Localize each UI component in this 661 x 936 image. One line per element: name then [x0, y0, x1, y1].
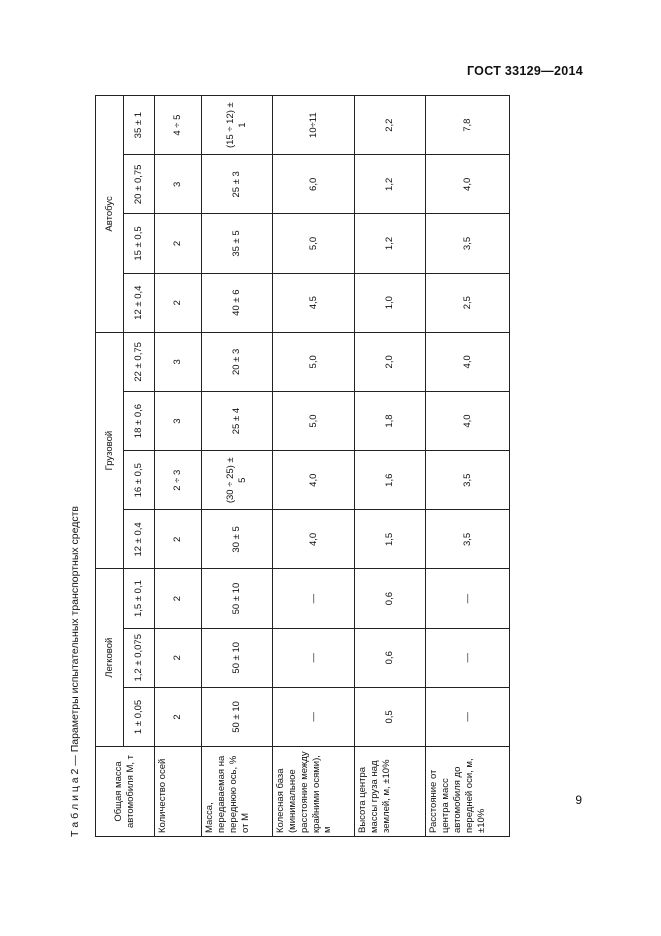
table-cell: 1,2: [355, 155, 426, 214]
table-cell: 2: [155, 273, 202, 332]
mass-subheader: 35 ± 1: [124, 96, 155, 155]
table-cell: —: [272, 628, 355, 687]
table-cell: 1,5: [355, 510, 426, 569]
table-cell: 25 ± 3: [202, 155, 273, 214]
row-label: Количество осей: [155, 747, 202, 837]
table-cell: 5,0: [272, 332, 355, 391]
table-cell: 4,0: [426, 391, 510, 450]
table-cell: 2,0: [355, 332, 426, 391]
table-cell: 25 ± 4: [202, 391, 273, 450]
table-caption: Т а б л и ц а 2 — Параметры испытательных транспортных средств: [69, 506, 81, 837]
row-label: Колесная база (минимальное расстояние между крайними осями), м: [272, 747, 355, 837]
mass-subheader: 1,2 ± 0,075: [124, 628, 155, 687]
table-cell: 4,0: [272, 451, 355, 510]
table-row: [155, 96, 202, 837]
table-cell: 0,5: [355, 687, 426, 746]
table-cell: 2: [155, 628, 202, 687]
table-cell: 3,5: [426, 214, 510, 273]
corner-header: Общая масса автомобиля M, т: [96, 747, 155, 837]
table-cell: 6,0: [272, 155, 355, 214]
table-cell: 1,2: [355, 214, 426, 273]
table-cell: —: [272, 569, 355, 628]
table-cell: 30 ± 5: [202, 510, 273, 569]
table-cell: 2 ÷ 3: [155, 451, 202, 510]
table-cell: 2,5: [426, 273, 510, 332]
table-cell: 5,0: [272, 214, 355, 273]
table-cell: 10÷11: [272, 96, 355, 155]
table-cell: 4,0: [426, 155, 510, 214]
row-label: Высота центра массы груза над землей, м, ±10%: [355, 747, 426, 837]
table-cell: —: [272, 687, 355, 746]
table-cell: 7,8: [426, 96, 510, 155]
table-cell: 2: [155, 510, 202, 569]
table-cell: 20 ± 3: [202, 332, 273, 391]
mass-subheader: 20 ± 0,75: [124, 155, 155, 214]
rotated-table-block: [69, 96, 510, 837]
table-cell: 1,8: [355, 391, 426, 450]
table-row: [202, 96, 273, 837]
mass-subheader: 1,5 ± 0,1: [124, 569, 155, 628]
category-bus: Автобус: [96, 96, 124, 333]
table-cell: 2: [155, 214, 202, 273]
table-cell: 50 ± 10: [202, 569, 273, 628]
table-cell: —: [426, 569, 510, 628]
table-cell: 3: [155, 391, 202, 450]
document-header: ГОСТ 33129—2014: [466, 64, 583, 78]
table-cell: 1,6: [355, 451, 426, 510]
table-cell: 2,2: [355, 96, 426, 155]
page-number: 9: [575, 793, 582, 807]
category-truck: Грузовой: [96, 332, 124, 569]
table-row: [355, 96, 426, 837]
category-passenger: Легковой: [96, 569, 124, 747]
row-label: Масса, передаваемая на переднюю ось, % от M: [202, 747, 273, 837]
table-cell: (15 ÷ 12) ± 1: [202, 96, 273, 155]
table-cell: 5,0: [272, 391, 355, 450]
table-cell: 2: [155, 687, 202, 746]
mass-subheader: 16 ± 0,5: [124, 451, 155, 510]
table-cell: 0,6: [355, 628, 426, 687]
table-row: [426, 96, 510, 837]
parameters-table: [95, 95, 510, 837]
table-cell: —: [426, 628, 510, 687]
table-cell: 4,0: [272, 510, 355, 569]
table-cell: 0,6: [355, 569, 426, 628]
table-cell: (30 ÷ 25) ± 5: [202, 451, 273, 510]
mass-subheader: 15 ± 0,5: [124, 214, 155, 273]
row-label: Расстояние от центра масс автомобиля до передней оси, м, ±10%: [426, 747, 510, 837]
table-cell: 40 ± 6: [202, 273, 273, 332]
table-cell: 2: [155, 569, 202, 628]
table-cell: 1,0: [355, 273, 426, 332]
table-cell: 4 ÷ 5: [155, 96, 202, 155]
table-cell: 3: [155, 332, 202, 391]
table-cell: 50 ± 10: [202, 628, 273, 687]
table-row: [272, 96, 355, 837]
mass-subheader: 1 ± 0,05: [124, 687, 155, 746]
mass-subheader: 12 ± 0,4: [124, 273, 155, 332]
table-cell: 4,5: [272, 273, 355, 332]
table-cell: 35 ± 5: [202, 214, 273, 273]
table-cell: —: [426, 687, 510, 746]
table-cell: 50 ± 10: [202, 687, 273, 746]
mass-subheader: 18 ± 0,6: [124, 391, 155, 450]
mass-subheader: 22 ± 0,75: [124, 332, 155, 391]
mass-subheader: 12 ± 0,4: [124, 510, 155, 569]
table-cell: 4,0: [426, 332, 510, 391]
table-cell: 3,5: [426, 510, 510, 569]
table-cell: 3,5: [426, 451, 510, 510]
table-cell: 3: [155, 155, 202, 214]
